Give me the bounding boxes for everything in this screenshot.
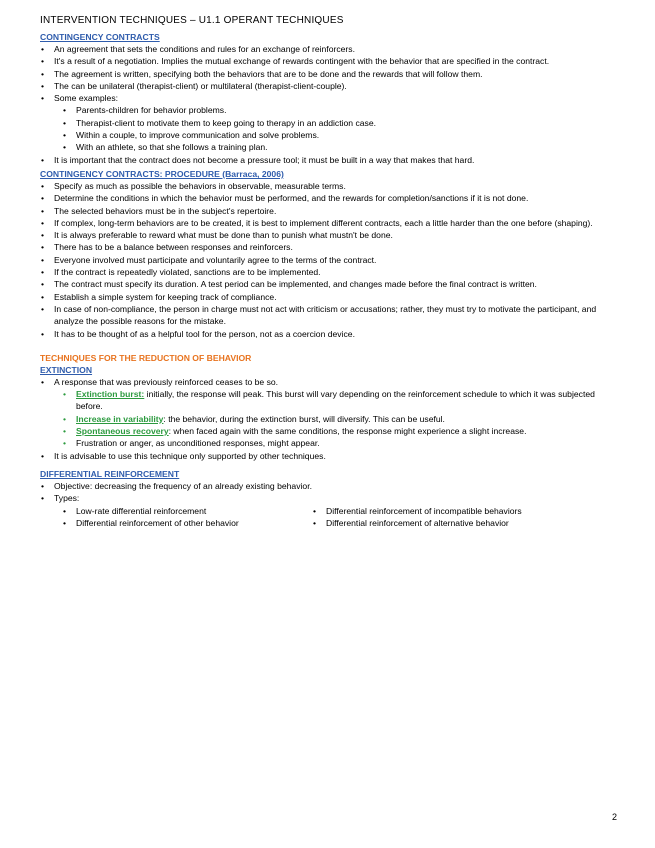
list-item	[62, 388, 620, 413]
list-item: • The contract must specify its duration. A test period can be implemented, and changes made before the final contract is written.	[40, 278, 620, 290]
page-number: 2	[611, 812, 617, 822]
extinction-heading: EXTINCTION	[40, 364, 93, 375]
list-item: • Establish a simple system for keeping track of compliance.	[40, 291, 620, 303]
contingency-contracts-heading: CONTINGENCY CONTRACTS	[40, 32, 160, 42]
procedure-list	[40, 180, 620, 340]
contingency-list	[40, 43, 620, 166]
types-right-column	[312, 505, 602, 530]
differential-list	[40, 480, 620, 505]
differential-reinforcement-heading: DIFFERENTIAL REINFORCEMENT	[40, 468, 180, 479]
list-item: • Differential reinforcement of other behavior	[62, 517, 312, 529]
extinction-effects-list	[40, 388, 620, 449]
list-item: • The agreement is written, specifying both the behaviors that are to be done and the rewards that will follow them.	[40, 68, 620, 80]
list-item: • With an athlete, so that she follows a training plan.	[62, 141, 620, 153]
list-item: • The selected behaviors must be in the subject's repertoire.	[40, 205, 620, 217]
list-item: • Everyone involved must participate and voluntarily agree to the terms of the contract.	[40, 254, 620, 266]
list-item: • In case of non-compliance, the person in charge must not act with criticism or accusations; rather, they must try to motivate the participant, and analyze the possible reasons for the mistake.	[40, 303, 620, 328]
list-item: • It's a result of a negotiation. Implies the mutual exchange of rewards contingent with the behavior that are specified in the contract.	[40, 55, 620, 67]
list-item: • It is always preferable to reward what must be done than to punish what mustn't be done.	[40, 229, 620, 241]
reduction-heading: TECHNIQUES FOR THE REDUCTION OF BEHAVIOR	[40, 352, 252, 363]
variability-text: : the behavior, during the extinction burst, will diversify. This can be useful.	[163, 413, 445, 424]
spontaneous-recovery-text: : when faced again with the same conditions, the response might experience a slight increase.	[168, 426, 527, 437]
types-columns	[62, 505, 620, 530]
document-page	[40, 15, 620, 529]
list-item: • There has to be a balance between responses and reinforcers.	[40, 241, 620, 253]
list-item	[62, 413, 620, 425]
list-item: • It has to be thought of as a helpful tool for the person, not as a coercion device.	[40, 328, 620, 340]
types-left-column	[62, 505, 312, 530]
extinction-burst-term: Extinction burst:	[76, 389, 145, 400]
spontaneous-recovery-term: Spontaneous recovery	[76, 426, 169, 437]
list-item: • If complex, long-term behaviors are to be created, it is best to implement different contracts, each a little harder than the one before (shaping).	[40, 217, 620, 229]
list-item: • Within a couple, to improve communication and solve problems.	[62, 129, 620, 141]
extinction-list	[40, 376, 620, 462]
list-item: • It is important that the contract does not become a pressure tool; it must be built in a way that makes that hard.	[40, 154, 620, 166]
list-item: • Therapist-client to motivate them to keep going to therapy in an addiction case.	[62, 117, 620, 129]
document-title: INTERVENTION TECHNIQUES – U1.1 OPERANT TECHNIQUES	[40, 15, 344, 26]
list-item: • An agreement that sets the conditions and rules for an exchange of reinforcers.	[40, 43, 620, 55]
list-item	[40, 376, 620, 450]
list-item: • Differential reinforcement of incompatible behaviors	[312, 505, 602, 517]
list-item: • Types:	[40, 492, 620, 504]
list-item	[40, 92, 620, 153]
list-item	[62, 425, 620, 437]
list-item: • It is advisable to use this technique only supported by other techniques.	[40, 450, 620, 462]
list-item: • Specify as much as possible the behaviors in observable, measurable terms.	[40, 180, 620, 192]
list-item: • Differential reinforcement of alternative behavior	[312, 517, 602, 529]
list-item: • The can be unilateral (therapist-client) or multilateral (therapist-client-couple).	[40, 80, 620, 92]
extinction-burst-text: initially, the response will peak. This burst will vary depending on the reinforcement schedule to which it was subjected before.	[76, 389, 595, 412]
procedure-heading: CONTINGENCY CONTRACTS: PROCEDURE (Barraca, 2006)	[40, 168, 284, 179]
list-item: • Frustration or anger, as unconditioned responses, might appear.	[62, 437, 620, 449]
list-item: • If the contract is repeatedly violated, sanctions are to be implemented.	[40, 266, 620, 278]
variability-term: Increase in variability	[76, 413, 164, 424]
examples-label: Some examples:	[54, 93, 119, 104]
extinction-intro: A response that was previously reinforced ceases to be so.	[54, 376, 279, 387]
list-item: • Objective: decreasing the frequency of an already existing behavior.	[40, 480, 620, 492]
examples-list	[40, 104, 620, 153]
list-item: • Low-rate differential reinforcement	[62, 505, 312, 517]
list-item: • Parents-children for behavior problems.	[62, 104, 620, 116]
list-item: • Determine the conditions in which the behavior must be performed, and the rewards for completion/sanctions if it is not done.	[40, 192, 620, 204]
